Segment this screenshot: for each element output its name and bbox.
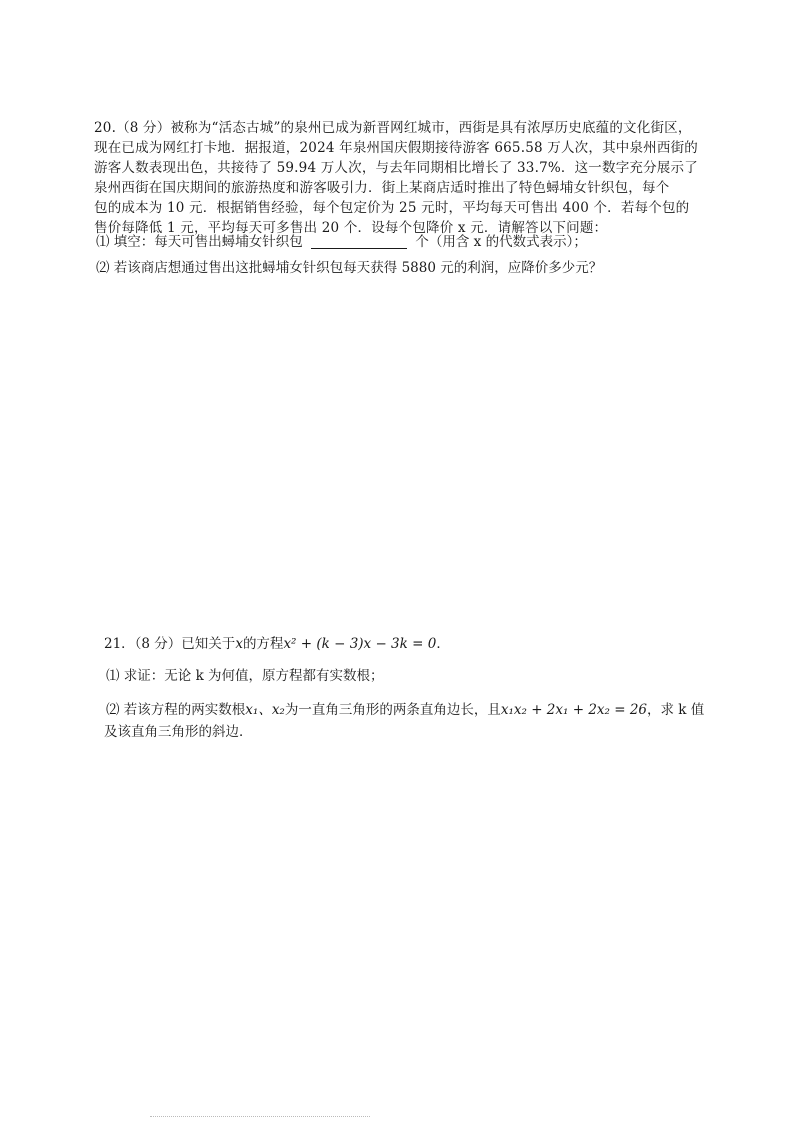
q20-line-2: 现在已成为网红打卡地．据报道，2024 年泉州国庆假期接待游客 665.58 万人次，其中泉州西街的 [94,140,698,156]
q21-sub2 [106,700,704,720]
q20-line-3: 游客人数表现出色，共接待了 59.94 万人次，与去年同期相比增长了 33.7%．这一数字充分展示了 [94,160,698,176]
q20-line-1: 20.（8 分）被称为“活态古城”的泉州已成为新晋网红城市，西街是具有浓厚历史底蕴的文化街区， [94,120,692,136]
q20-line-6: 售价每降低 1 元，平均每天可多售出 20 个．设每个包降价 x 元．请解答以下问题： [94,220,608,236]
scan-artifact [150,1116,370,1120]
q20-sub2: ⑵ 若该商店想通过售出这批蟳埔女针织包每天获得 5880 元的利润，应降价多少元？ [96,260,603,276]
q21-sub2-text-c: ，求 k 值 [647,702,705,718]
question-21-stem [104,634,450,654]
q20-sub1-text-after: 个（用含 x 的代数式表示）； [415,234,587,250]
q21-condition: x₁x₂ + 2x₁ + 2x₂ = 26 [500,702,647,718]
question-20 [94,118,698,238]
q20-sub1-text-before: ⑴ 填空：每天可售出蟳埔女针织包 [96,234,303,250]
q20-sub1-answer-blank[interactable] [311,234,407,249]
q21-stem-end: ． [436,636,450,652]
q21-stem-var: x [235,636,243,652]
q21-sub2-line2: 及该直角三角形的斜边． [104,724,253,740]
q21-roots: x₁、x₂ [245,702,285,718]
q20-sub1 [96,232,587,252]
q20-line-4: 泉州西街在国庆期间的旅游热度和游客吸引力．街上某商店适时推出了特色蟳埔女针织包，每个 [94,180,670,196]
q21-stem-before: 21．（8 分）已知关于 [104,636,236,652]
q21-sub2-text-a: ⑵ 若该方程的两实数根 [106,702,246,718]
q21-sub1: ⑴ 求证：无论 k 为何值，原方程都有实数根； [106,668,384,684]
q21-equation: x² + (k − 3)x − 3k = 0 [283,636,437,652]
q21-sub2-text-b: 为一直角三角形的两条直角边长，且 [284,702,501,718]
q21-stem-mid: 的方程 [242,636,284,652]
q20-line-5: 包的成本为 10 元．根据销售经验，每个包定价为 25 元时，平均每天可售出 400 个．若每个包的 [94,200,690,216]
